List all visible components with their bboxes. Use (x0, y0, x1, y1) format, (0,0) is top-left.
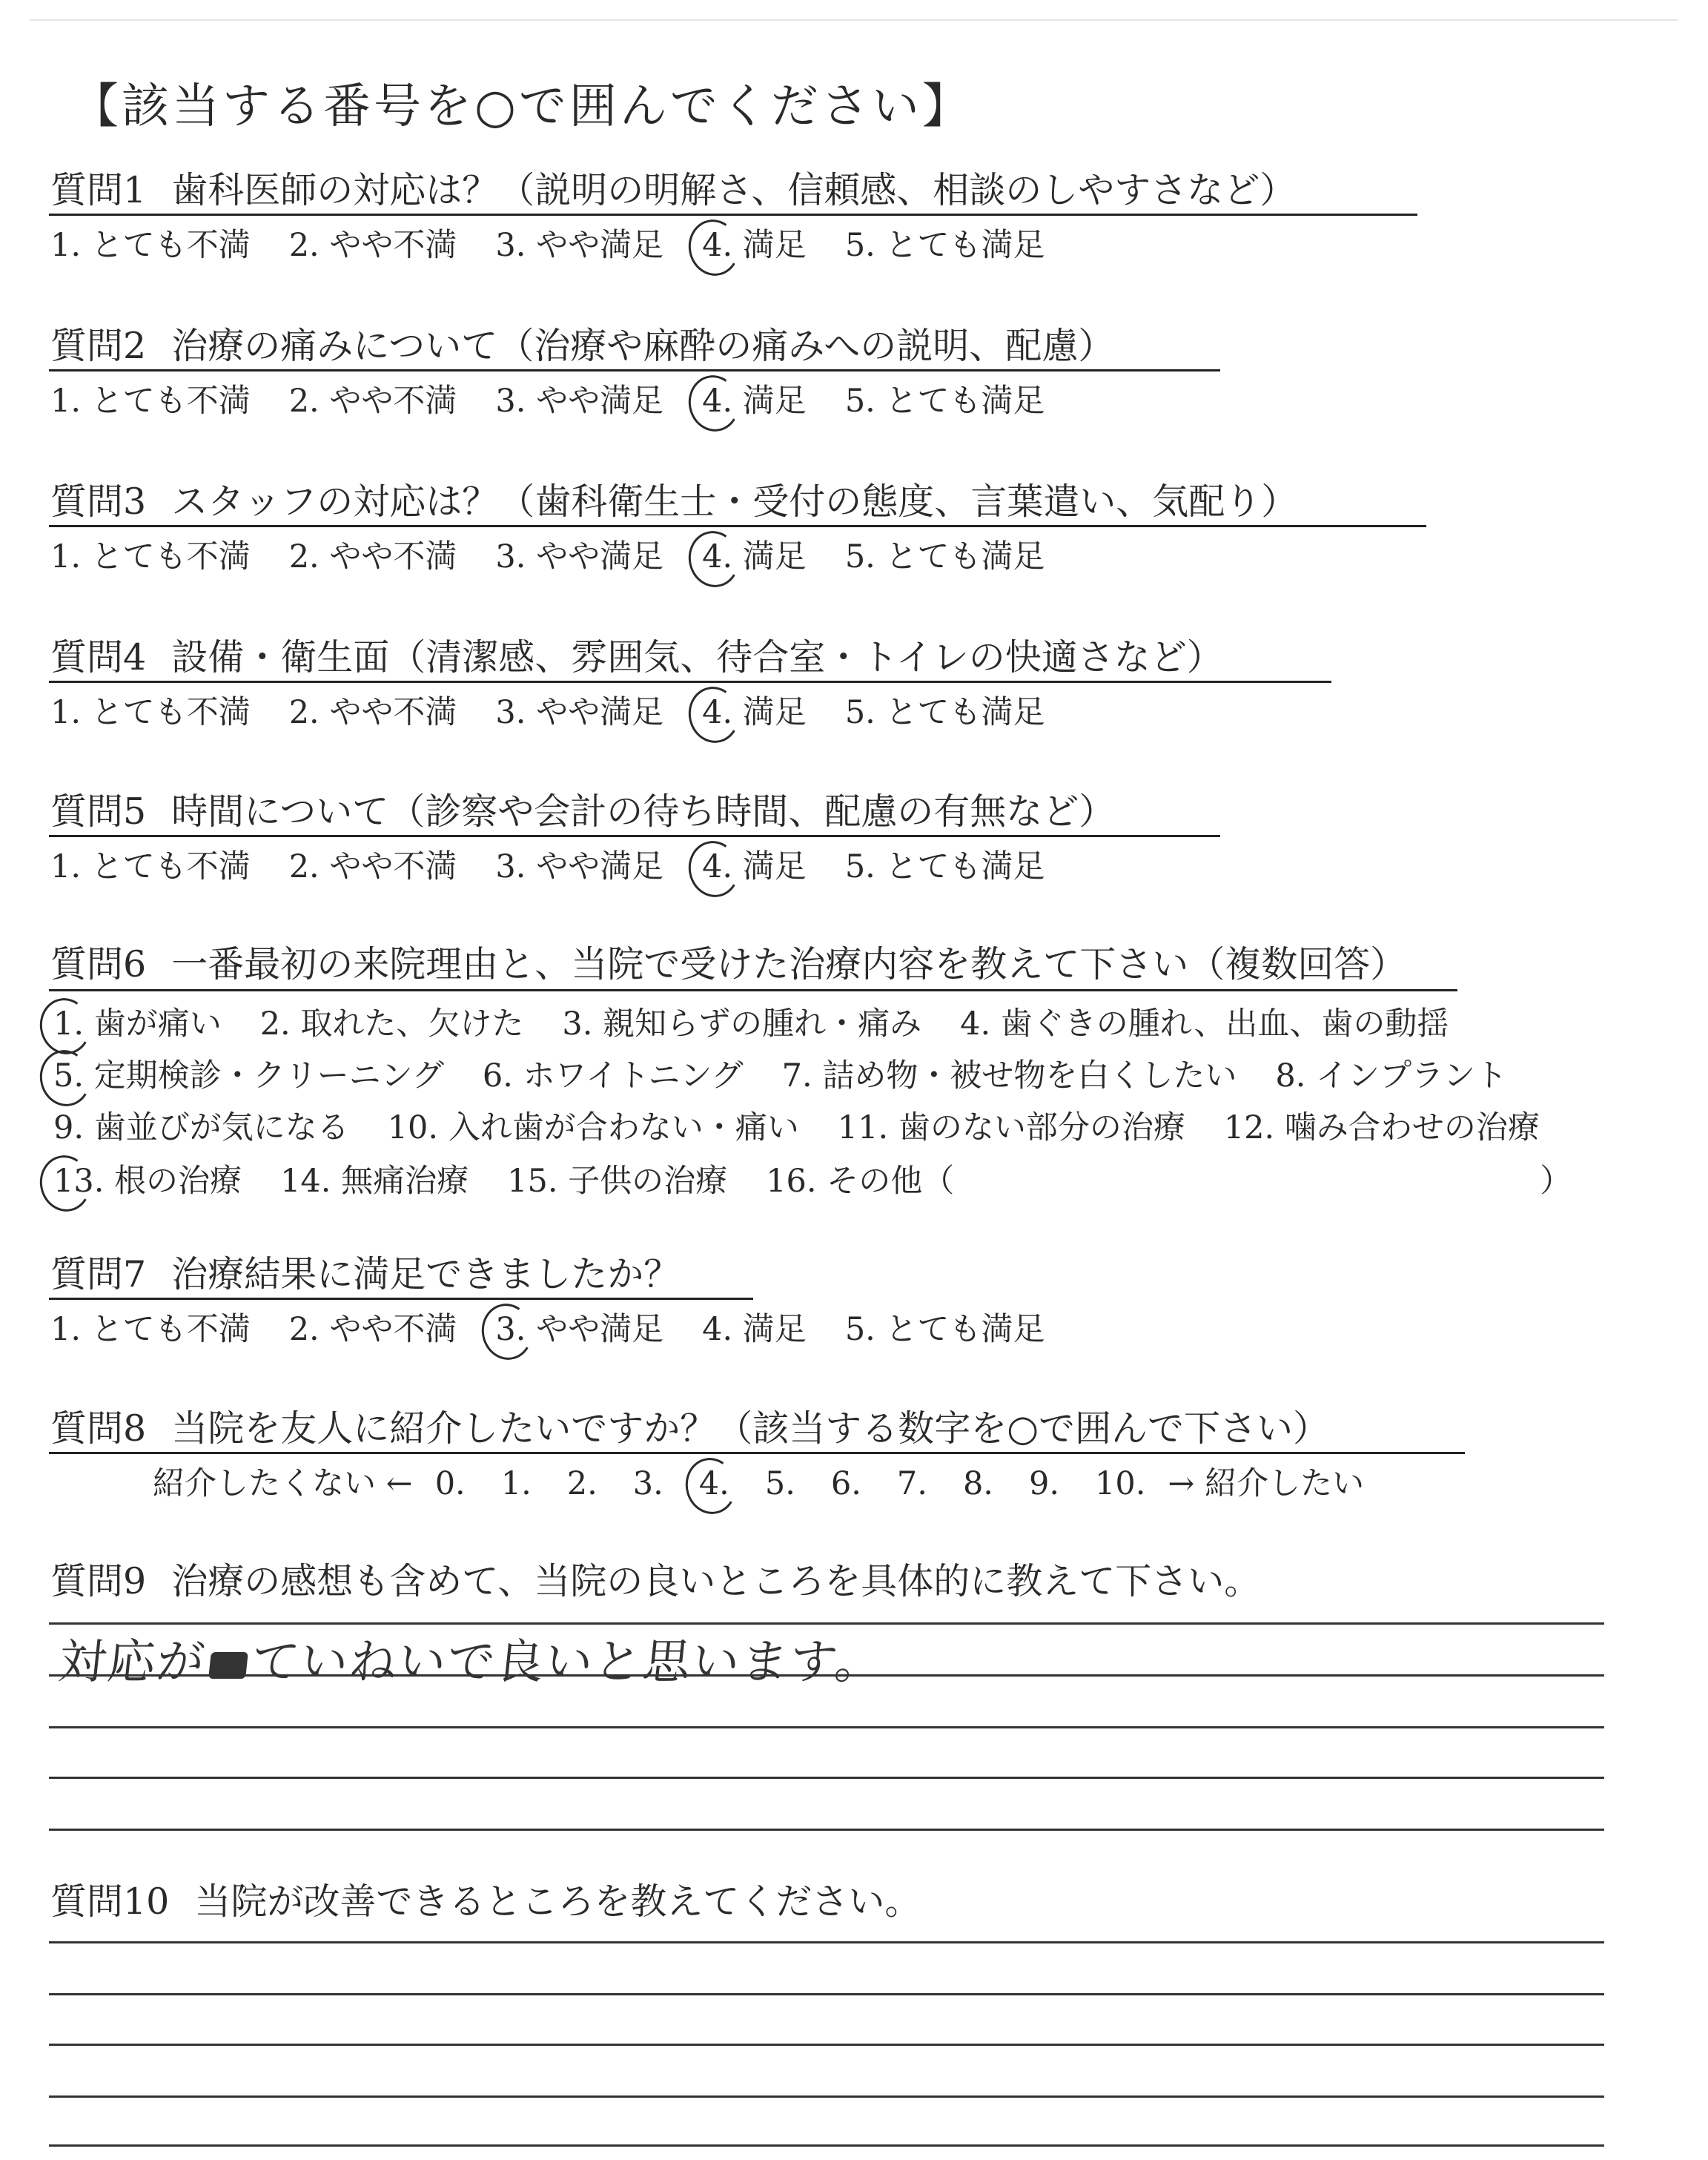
handwritten-answer (56, 1624, 888, 1692)
option-2[interactable]: 2. やや不満 (288, 538, 457, 575)
scale-7[interactable]: 7. (896, 1465, 927, 1502)
question-text: スタッフの対応は？（歯科衛生士・受付の態度、言葉遣い、気配り） (171, 480, 1298, 523)
question-4 (50, 635, 1223, 680)
option-5[interactable]: 5. とても満足 (844, 383, 1045, 420)
option-5[interactable]: 5. とても満足 (844, 227, 1045, 264)
answer-options-5 (50, 848, 1084, 887)
option-3[interactable]: 3. やや満足 (495, 538, 664, 575)
option-8[interactable]: 8. インプラント (1275, 1057, 1508, 1094)
question-8 (50, 1406, 1329, 1451)
answer-options-6-row-4 (53, 1163, 1572, 1201)
option-4-circled[interactable]: 4. 満足 (702, 694, 807, 731)
question-underline (49, 835, 1220, 837)
scale-10[interactable]: 10. (1095, 1465, 1146, 1502)
question-6 (50, 942, 1406, 987)
option-2[interactable]: 2. 取れた、欠けた (259, 1005, 524, 1043)
option-4[interactable]: 4. 満足 (702, 1311, 807, 1348)
option-13-circled[interactable]: 13. 根の治療 (53, 1163, 242, 1200)
answer-options-3 (50, 538, 1084, 577)
question-number: 質問2 (50, 325, 147, 367)
option-16[interactable]: 16. その他（ (766, 1163, 955, 1200)
answer-options-2 (50, 383, 1084, 421)
question-number: 質問6 (50, 943, 147, 985)
scale-5[interactable]: 5. (764, 1465, 795, 1502)
question-text: 治療の痛みについて（治療や麻酔の痛みへの説明、配慮） (171, 325, 1115, 367)
referral-scale (153, 1465, 1364, 1504)
question-underline (49, 1452, 1465, 1454)
option-1-circled[interactable]: 1. 歯が痛い (53, 1005, 222, 1043)
scale-right-label: → 紹介したい (1168, 1465, 1365, 1502)
question-underline (49, 681, 1331, 683)
answer-line-4[interactable] (49, 1777, 1604, 1779)
answer-line-3[interactable] (49, 1726, 1604, 1728)
answer-line-4[interactable] (49, 2095, 1604, 2098)
option-15[interactable]: 15. 子供の治療 (507, 1163, 728, 1200)
answer-line-1[interactable] (49, 1941, 1604, 1943)
option-5[interactable]: 5. とても満足 (844, 848, 1045, 885)
answer-options-6-row-1 (53, 1005, 1487, 1044)
option-10[interactable]: 10. 入れ歯が合わない・痛い (387, 1109, 799, 1146)
answer-line-5[interactable] (49, 1829, 1604, 1831)
option-1[interactable]: 1. とても不満 (50, 227, 251, 264)
question-number: 質問7 (50, 1253, 147, 1295)
option-6[interactable]: 6. ホワイトニング (482, 1057, 744, 1094)
question-text: 設備・衛生面（清潔感、雰囲気、待合室・トイレの快適さなど） (171, 636, 1223, 678)
answer-options-6-row-3 (53, 1109, 1578, 1148)
question-underline (49, 989, 1457, 991)
question-underline (49, 525, 1426, 527)
option-2[interactable]: 2. やや不満 (288, 1311, 457, 1348)
question-text: 一番最初の来院理由と、当院で受けた治療内容を教えて下さい（複数回答） (171, 943, 1407, 985)
question-underline (49, 214, 1417, 216)
option-1[interactable]: 1. とても不満 (50, 383, 251, 420)
question-number: 質問1 (50, 169, 147, 211)
option-12[interactable]: 12. 噛み合わせの治療 (1223, 1109, 1540, 1146)
question-number: 質問4 (50, 636, 147, 678)
question-text: 治療の感想も含めて、当院の良いところを具体的に教えて下さい。 (171, 1560, 1261, 1602)
option-1[interactable]: 1. とても不満 (50, 694, 251, 731)
option-4-circled[interactable]: 4. 満足 (702, 538, 807, 575)
scale-9[interactable]: 9. (1028, 1465, 1060, 1502)
question-number: 質問8 (50, 1407, 147, 1450)
scale-8[interactable]: 8. (962, 1465, 993, 1502)
option-3[interactable]: 3. 親知らずの腫れ・痛み (562, 1005, 922, 1043)
question-text: 当院が改善できるところを教えてください。 (194, 1880, 921, 1923)
question-9 (50, 1559, 1260, 1604)
option-3-circled[interactable]: 3. やや満足 (495, 1311, 664, 1348)
option-3[interactable]: 3. やや満足 (495, 227, 664, 264)
option-3[interactable]: 3. やや満足 (495, 694, 664, 731)
option-7[interactable]: 7. 詰め物・被せ物を白くしたい (781, 1057, 1237, 1094)
option-2[interactable]: 2. やや不満 (288, 848, 457, 885)
option-9[interactable]: 9. 歯並びが気になる (53, 1109, 349, 1146)
option-2[interactable]: 2. やや不満 (288, 694, 457, 731)
answer-line-3[interactable] (49, 2044, 1604, 2046)
option-14[interactable]: 14. 無痛治療 (280, 1163, 469, 1200)
option-1[interactable]: 1. とても不満 (50, 848, 251, 885)
question-text: 歯科医師の対応は？（説明の明解さ、信頼感、相談のしやすさなど） (171, 169, 1297, 211)
scale-6[interactable]: 6. (830, 1465, 861, 1502)
option-5[interactable]: 5. とても満足 (844, 1311, 1045, 1348)
other-close-paren: ） (1540, 1163, 1572, 1200)
option-4[interactable]: 4. 歯ぐきの腫れ、出血、歯の動揺 (960, 1005, 1449, 1043)
option-1[interactable]: 1. とても不満 (50, 1311, 251, 1348)
option-1[interactable]: 1. とても不満 (50, 538, 251, 575)
question-text: 当院を友人に紹介したいですか？（該当する数字を○で囲んで下さい） (171, 1407, 1329, 1450)
top-border (30, 19, 1678, 21)
question-3 (50, 479, 1297, 524)
question-underline (49, 369, 1220, 371)
question-1 (50, 168, 1296, 213)
scale-left-label: 紹介したくない ← (153, 1465, 413, 1502)
option-5-circled[interactable]: 5. 定期検診・クリーニング (53, 1057, 444, 1094)
answer-line-5[interactable] (49, 2144, 1604, 2147)
option-5[interactable]: 5. とても満足 (844, 694, 1045, 731)
answer-options-7 (50, 1311, 1084, 1350)
answer-line-2[interactable] (49, 1674, 1604, 1677)
answer-options-6-row-2 (53, 1057, 1546, 1096)
answer-options-1 (50, 227, 1084, 265)
question-text: 時間について（診察や会計の待ち時間、配慮の有無など） (171, 790, 1116, 833)
option-3[interactable]: 3. やや満足 (495, 848, 664, 885)
option-3[interactable]: 3. やや満足 (495, 383, 664, 420)
question-10 (50, 1879, 921, 1924)
question-number: 質問3 (50, 480, 147, 523)
scale-0[interactable]: 0. (434, 1465, 466, 1502)
option-4-circled[interactable]: 4. 満足 (702, 848, 807, 885)
question-7 (50, 1252, 680, 1297)
option-2[interactable]: 2. やや不満 (288, 383, 457, 420)
question-text: 治療結果に満足できましたか？ (171, 1253, 681, 1295)
answer-line-2[interactable] (49, 1993, 1604, 1995)
scale-2[interactable]: 2. (566, 1465, 598, 1502)
answer-text-part-1: 対応が (56, 1635, 209, 1690)
question-2 (50, 323, 1114, 369)
option-4-circled[interactable]: 4. 満足 (702, 227, 807, 264)
answer-options-4 (50, 694, 1084, 733)
question-number: 質問10 (50, 1880, 170, 1923)
scale-3[interactable]: 3. (632, 1465, 663, 1502)
option-11[interactable]: 11. 歯のない部分の治療 (837, 1109, 1185, 1146)
option-2[interactable]: 2. やや不満 (288, 227, 457, 264)
scale-4-circled[interactable]: 4. (698, 1465, 729, 1502)
question-number: 質問9 (50, 1560, 147, 1602)
question-underline (49, 1298, 753, 1300)
question-5 (50, 789, 1115, 834)
option-5[interactable]: 5. とても満足 (844, 538, 1045, 575)
scale-1[interactable]: 1. (500, 1465, 532, 1502)
page-title: 【該当する番号を○で囲んでください】 (71, 79, 973, 134)
question-number: 質問5 (50, 790, 147, 833)
answer-text-part-2: ていねいで良いと思います。 (248, 1635, 887, 1690)
option-4-circled[interactable]: 4. 満足 (702, 383, 807, 420)
